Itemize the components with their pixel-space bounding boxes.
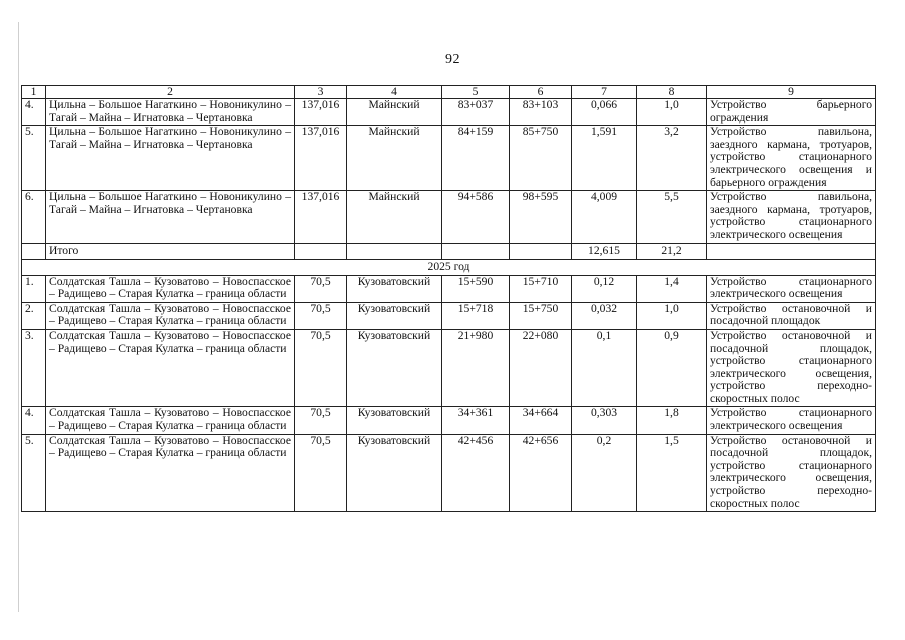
end-km: 98+595 [510, 191, 572, 243]
table-row [22, 191, 876, 243]
road-name: Солдатская Ташла – Кузоватово – Новоспасское – Радищево – Старая Кулатка – граница области [46, 275, 295, 302]
road-name: Солдатская Ташла – Кузоватово – Новоспасское – Радищево – Старая Кулатка – граница области [46, 329, 295, 407]
table-row [22, 302, 876, 329]
value: 0,9 [637, 329, 707, 407]
district: Кузоватовский [347, 275, 442, 302]
empty-cell [707, 243, 876, 259]
row-number: 5. [22, 126, 46, 191]
end-km: 83+103 [510, 99, 572, 126]
road-length: 70,5 [295, 329, 347, 407]
work-description: Устройство стационарного электрического освещения [707, 407, 876, 434]
table-row [22, 275, 876, 302]
column-header: 6 [510, 86, 572, 99]
road-name: Цильна – Большое Нагаткино – Новоникулино – Тагай – Майна – Игнатовка – Чертановка [46, 99, 295, 126]
road-name: Цильна – Большое Нагаткино – Новоникулино – Тагай – Майна – Игнатовка – Чертановка [46, 126, 295, 191]
district: Кузоватовский [347, 434, 442, 512]
district: Кузоватовский [347, 302, 442, 329]
column-header: 3 [295, 86, 347, 99]
road-name: Цильна – Большое Нагаткино – Новоникулино – Тагай – Майна – Игнатовка – Чертановка [46, 191, 295, 243]
table-row [22, 434, 876, 512]
start-km: 83+037 [442, 99, 510, 126]
start-km: 84+159 [442, 126, 510, 191]
section-length: 0,303 [572, 407, 637, 434]
start-km: 21+980 [442, 329, 510, 407]
road-length: 70,5 [295, 275, 347, 302]
row-number: 6. [22, 191, 46, 243]
page-number: 92 [445, 52, 460, 67]
value: 1,4 [637, 275, 707, 302]
empty-cell [510, 243, 572, 259]
year-row [22, 259, 876, 275]
column-header: 5 [442, 86, 510, 99]
start-km: 15+590 [442, 275, 510, 302]
empty-cell [22, 243, 46, 259]
district: Майнский [347, 126, 442, 191]
column-header: 1 [22, 86, 46, 99]
district: Майнский [347, 99, 442, 126]
value: 1,0 [637, 302, 707, 329]
work-description: Устройство павильона, заездного кармана, тротуаров, устройство стационарного электрического освещения [707, 191, 876, 243]
value: 1,0 [637, 99, 707, 126]
road-length: 137,016 [295, 126, 347, 191]
column-number-row [22, 86, 876, 99]
empty-cell [442, 243, 510, 259]
value: 5,5 [637, 191, 707, 243]
section-length: 4,009 [572, 191, 637, 243]
column-header: 9 [707, 86, 876, 99]
section-length: 0,066 [572, 99, 637, 126]
work-description: Устройство остановочной и посадочной площадок, устройство стационарного электрического освещения, устройство переходно-скоростных полос [707, 434, 876, 512]
column-header: 2 [46, 86, 295, 99]
value: 1,5 [637, 434, 707, 512]
row-number: 1. [22, 275, 46, 302]
road-name: Солдатская Ташла – Кузоватово – Новоспасское – Радищево – Старая Кулатка – граница области [46, 302, 295, 329]
section-length: 0,12 [572, 275, 637, 302]
district: Кузоватовский [347, 329, 442, 407]
district: Майнский [347, 191, 442, 243]
empty-cell [347, 243, 442, 259]
road-length: 137,016 [295, 191, 347, 243]
column-header: 8 [637, 86, 707, 99]
year-label: 2025 год [22, 259, 876, 275]
end-km: 42+656 [510, 434, 572, 512]
start-km: 34+361 [442, 407, 510, 434]
empty-cell [295, 243, 347, 259]
work-description: Устройство стационарного электрического освещения [707, 275, 876, 302]
start-km: 94+586 [442, 191, 510, 243]
district: Кузоватовский [347, 407, 442, 434]
road-length: 70,5 [295, 434, 347, 512]
table-row [22, 99, 876, 126]
section-length: 0,1 [572, 329, 637, 407]
work-description: Устройство барьерного ограждения [707, 99, 876, 126]
road-works-table [21, 85, 876, 512]
total-value: 21,2 [637, 243, 707, 259]
start-km: 15+718 [442, 302, 510, 329]
value: 3,2 [637, 126, 707, 191]
total-label: Итого [46, 243, 295, 259]
end-km: 34+664 [510, 407, 572, 434]
table-row [22, 329, 876, 407]
work-description: Устройство остановочной и посадочной площадок, устройство стационарного электрического освещения, устройство переходно-скоростных полос [707, 329, 876, 407]
row-number: 2. [22, 302, 46, 329]
table-row [22, 407, 876, 434]
table-row [22, 126, 876, 191]
road-name: Солдатская Ташла – Кузоватово – Новоспасское – Радищево – Старая Кулатка – граница области [46, 434, 295, 512]
row-number: 3. [22, 329, 46, 407]
row-number: 4. [22, 99, 46, 126]
column-header: 7 [572, 86, 637, 99]
end-km: 15+750 [510, 302, 572, 329]
column-header: 4 [347, 86, 442, 99]
road-name: Солдатская Ташла – Кузоватово – Новоспасское – Радищево – Старая Кулатка – граница области [46, 407, 295, 434]
end-km: 15+710 [510, 275, 572, 302]
row-number: 5. [22, 434, 46, 512]
total-km: 12,615 [572, 243, 637, 259]
section-length: 0,032 [572, 302, 637, 329]
start-km: 42+456 [442, 434, 510, 512]
total-row [22, 243, 876, 259]
page-edge-line [18, 22, 19, 612]
section-length: 0,2 [572, 434, 637, 512]
work-description: Устройство остановочной и посадочной площадок [707, 302, 876, 329]
road-length: 137,016 [295, 99, 347, 126]
value: 1,8 [637, 407, 707, 434]
section-length: 1,591 [572, 126, 637, 191]
road-length: 70,5 [295, 302, 347, 329]
end-km: 85+750 [510, 126, 572, 191]
road-length: 70,5 [295, 407, 347, 434]
work-description: Устройство павильона, заездного кармана, тротуаров, устройство стационарного электрического освещения и барьерного ограждения [707, 126, 876, 191]
end-km: 22+080 [510, 329, 572, 407]
row-number: 4. [22, 407, 46, 434]
